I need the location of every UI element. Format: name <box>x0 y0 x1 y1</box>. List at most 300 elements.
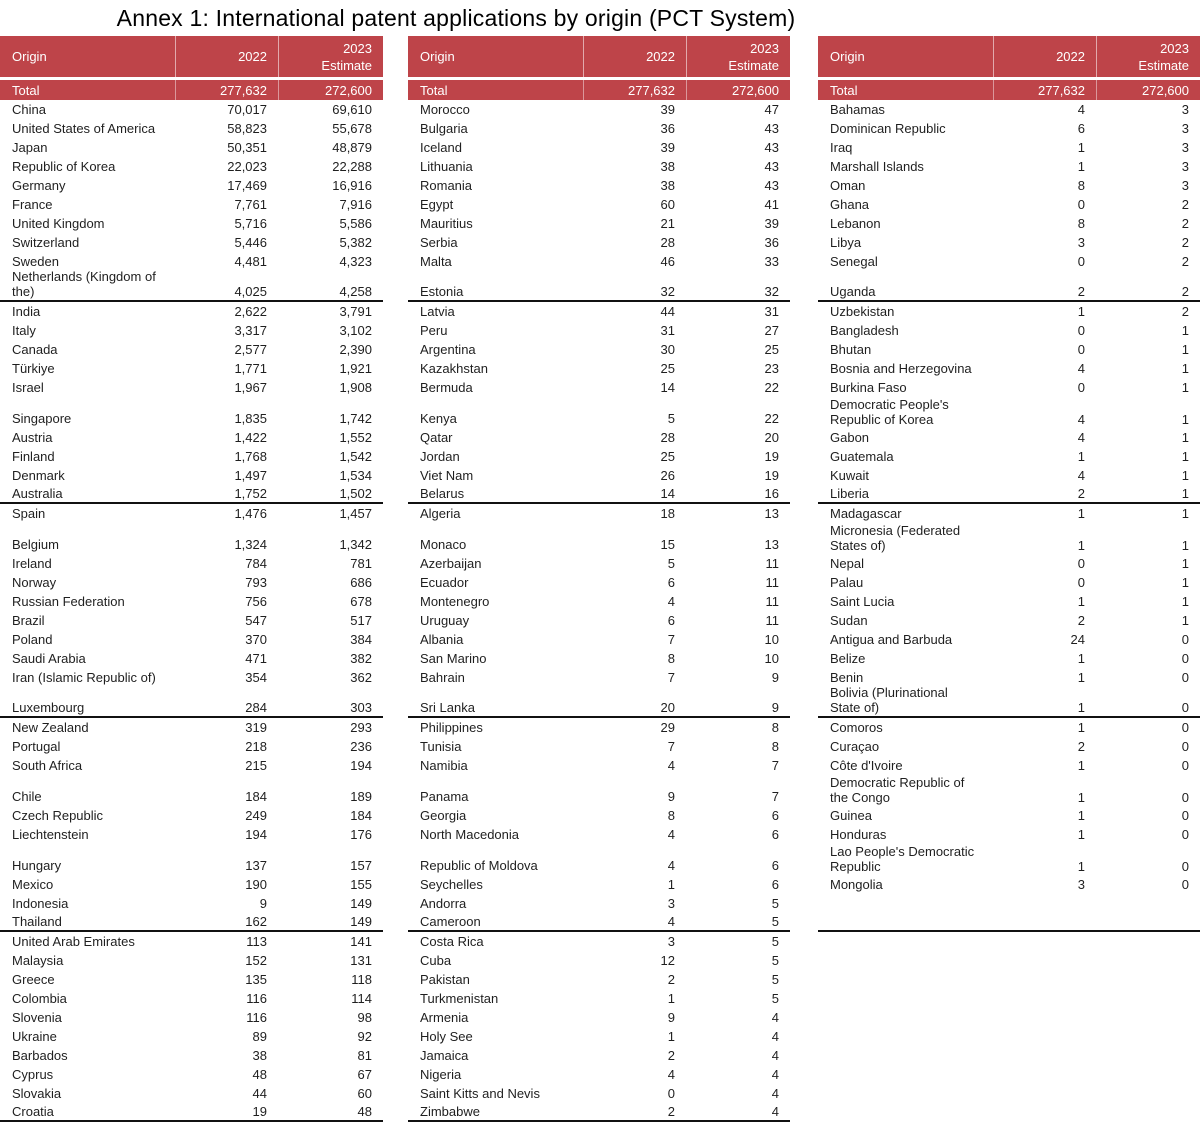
country-row <box>408 573 790 592</box>
value-2022: 1 <box>1077 140 1085 155</box>
value-2022: 31 <box>660 323 675 338</box>
country-row <box>408 504 790 523</box>
country-name: Gabon <box>830 430 870 445</box>
country-row <box>0 756 383 775</box>
country-row <box>818 649 1200 668</box>
country-name: Australia <box>12 486 63 501</box>
value-2023-estimate: 16 <box>764 486 779 501</box>
value-2022: 1,324 <box>234 537 267 552</box>
country-row <box>408 1065 790 1084</box>
country-name: Costa Rica <box>420 934 484 949</box>
value-2023-estimate: 13 <box>764 537 779 552</box>
country-row <box>408 756 790 775</box>
value-2023-estimate: 3 <box>1181 121 1189 136</box>
country-name: Croatia <box>12 1104 54 1119</box>
value-2022: 1 <box>1077 827 1085 842</box>
country-name: Kenya <box>420 411 457 426</box>
value-2023-estimate: 4 <box>771 1029 779 1044</box>
country-name: Sri Lanka <box>420 700 475 715</box>
value-2023-estimate: 1 <box>1181 538 1189 553</box>
country-row <box>408 447 790 466</box>
country-row <box>818 252 1200 271</box>
col-header-2023-line1: 2023 <box>750 40 779 56</box>
total-2022: 277,632 <box>583 80 686 100</box>
country-row <box>408 989 790 1008</box>
value-2022: 1 <box>1077 859 1085 874</box>
country-row <box>408 1046 790 1065</box>
country-row <box>0 668 383 687</box>
country-name: Greece <box>12 972 55 987</box>
value-2022: 18 <box>660 506 675 521</box>
country-row <box>818 397 1200 428</box>
value-2023-estimate: 22 <box>764 411 779 426</box>
country-name: Oman <box>830 178 866 193</box>
country-name: Argentina <box>420 342 476 357</box>
country-row <box>818 283 1200 302</box>
country-row <box>818 485 1200 504</box>
col-header-2022: 2022 <box>583 36 686 77</box>
value-2022: 2 <box>1077 284 1085 299</box>
value-2023-estimate: 1,552 <box>339 430 372 445</box>
table-header <box>818 36 1200 77</box>
value-2023-estimate: 1 <box>1181 486 1189 501</box>
value-2023-estimate: 1 <box>1181 594 1189 609</box>
country-row <box>818 756 1200 775</box>
value-2022: 50,351 <box>227 140 267 155</box>
country-row <box>0 875 383 894</box>
country-row <box>408 913 790 932</box>
value-2023-estimate: 4,258 <box>339 284 372 299</box>
country-row <box>408 195 790 214</box>
value-2023-estimate: 47 <box>764 102 779 117</box>
value-2022: 14 <box>660 486 675 501</box>
country-name: Honduras <box>830 827 887 842</box>
spacer-row <box>818 271 1200 283</box>
value-2023-estimate: 781 <box>350 556 372 571</box>
country-row <box>0 176 383 195</box>
spacer-row <box>818 894 1200 913</box>
country-row <box>408 1027 790 1046</box>
country-row <box>0 340 383 359</box>
total-2022: 277,632 <box>175 80 278 100</box>
value-2022: 0 <box>1077 254 1085 269</box>
spacer-row <box>818 913 1200 932</box>
country-name: Slovakia <box>12 1086 62 1101</box>
country-row <box>818 504 1200 523</box>
country-row <box>0 359 383 378</box>
country-name: Jordan <box>420 449 460 464</box>
value-2023-estimate: 0 <box>1181 827 1189 842</box>
country-row <box>408 252 790 271</box>
value-2022: 4 <box>667 827 675 842</box>
value-2023-estimate: 11 <box>765 575 779 590</box>
total-row <box>0 80 383 100</box>
value-2023-estimate: 43 <box>764 178 779 193</box>
value-2022: 4 <box>667 758 675 773</box>
value-2022: 25 <box>660 361 675 376</box>
country-row <box>408 825 790 844</box>
country-row <box>408 157 790 176</box>
country-row <box>408 718 790 737</box>
country-row <box>0 1046 383 1065</box>
country-name: Thailand <box>12 914 62 929</box>
value-2023-estimate: 0 <box>1181 859 1189 874</box>
value-2023-estimate: 1 <box>1181 506 1189 521</box>
country-row <box>408 875 790 894</box>
value-2022: 215 <box>245 758 267 773</box>
value-2023-estimate: 31 <box>764 304 779 319</box>
country-name: Bangladesh <box>830 323 899 338</box>
value-2022: 58,823 <box>227 121 267 136</box>
value-2023-estimate: 43 <box>764 159 779 174</box>
value-2023-estimate: 362 <box>350 670 372 685</box>
country-row <box>818 611 1200 630</box>
value-2022: 25 <box>660 449 675 464</box>
country-name: Uganda <box>830 284 876 299</box>
value-2022: 39 <box>660 140 675 155</box>
value-2022: 152 <box>245 953 267 968</box>
value-2023-estimate: 3,102 <box>339 323 372 338</box>
value-2023-estimate: 0 <box>1181 877 1189 892</box>
country-name: United Arab Emirates <box>12 934 135 949</box>
value-2023-estimate: 131 <box>350 953 372 968</box>
value-2023-estimate: 1 <box>1181 412 1189 427</box>
value-2023-estimate: 149 <box>350 896 372 911</box>
country-name: Singapore <box>12 411 72 426</box>
country-row <box>408 787 790 806</box>
country-name: United Kingdom <box>12 216 105 231</box>
country-name: Senegal <box>830 254 878 269</box>
value-2023-estimate: 384 <box>350 632 372 647</box>
country-name: Lithuania <box>420 159 473 174</box>
country-row <box>818 100 1200 119</box>
total-row <box>818 80 1200 100</box>
country-name: Saudi Arabia <box>12 651 86 666</box>
country-row <box>408 699 790 718</box>
country-name: Zimbabwe <box>420 1104 480 1119</box>
value-2022: 7 <box>667 739 675 754</box>
value-2022: 4 <box>667 858 675 873</box>
country-name: Russian Federation <box>12 594 125 609</box>
country-name: Egypt <box>420 197 454 212</box>
country-row <box>0 466 383 485</box>
table-header <box>0 36 383 77</box>
country-name: Uzbekistan <box>830 304 895 319</box>
country-name: Chile <box>12 789 42 804</box>
value-2022: 1 <box>667 1029 675 1044</box>
country-name: Cuba <box>420 953 452 968</box>
country-row <box>0 737 383 756</box>
value-2023-estimate: 2 <box>1181 284 1189 299</box>
col-header-2023-line2: Estimate <box>728 57 779 73</box>
country-name: United States of America <box>12 121 156 136</box>
value-2022: 116 <box>246 1010 267 1025</box>
value-2023-estimate: 4 <box>771 1086 779 1101</box>
value-2022: 2 <box>1077 613 1085 628</box>
value-2023-estimate: 6 <box>771 808 779 823</box>
country-name: Iceland <box>420 140 462 155</box>
country-row <box>408 592 790 611</box>
country-row <box>408 119 790 138</box>
value-2022: 1 <box>1077 720 1085 735</box>
value-2022: 8 <box>667 651 675 666</box>
value-2022: 0 <box>667 1086 675 1101</box>
country-row <box>0 573 383 592</box>
value-2022: 32 <box>660 284 675 299</box>
country-name: Kuwait <box>830 468 870 483</box>
table-body <box>408 100 790 1122</box>
value-2022: 7 <box>667 632 675 647</box>
country-row <box>408 283 790 302</box>
value-2023-estimate: 23 <box>764 361 779 376</box>
country-row <box>408 176 790 195</box>
value-2022: 2 <box>667 1048 675 1063</box>
value-2023-estimate: 6 <box>771 858 779 873</box>
country-row <box>818 138 1200 157</box>
value-2023-estimate: 184 <box>350 808 372 823</box>
value-2023-estimate: 189 <box>350 789 372 804</box>
col-header-2023-line1: 2023 <box>343 40 372 56</box>
value-2023-estimate: 11 <box>765 613 779 628</box>
value-2023-estimate: 678 <box>350 594 372 609</box>
value-2022: 784 <box>245 556 267 571</box>
value-2022: 1,752 <box>234 486 267 501</box>
value-2023-estimate: 19 <box>764 468 779 483</box>
spacer-row <box>408 775 790 787</box>
spacer-row <box>408 271 790 283</box>
country-name: Monaco <box>420 537 467 552</box>
value-2022: 21 <box>660 216 675 231</box>
spacer-row <box>0 687 383 699</box>
value-2023-estimate: 236 <box>350 739 372 754</box>
country-name: Portugal <box>12 739 61 754</box>
country-name: Azerbaijan <box>420 556 482 571</box>
country-name: Burkina Faso <box>830 380 907 395</box>
col-header-2023-line2: Estimate <box>321 57 372 73</box>
value-2023-estimate: 0 <box>1181 720 1189 735</box>
country-name: Malta <box>420 254 452 269</box>
country-name: Turkmenistan <box>420 991 499 1006</box>
country-name: Georgia <box>420 808 467 823</box>
country-row <box>818 340 1200 359</box>
country-name: Guatemala <box>830 449 894 464</box>
value-2022: 28 <box>660 235 675 250</box>
country-name: Peru <box>420 323 448 338</box>
country-name: Slovenia <box>12 1010 62 1025</box>
country-row <box>818 687 1200 718</box>
country-name: Bolivia (Plurinational State of) <box>830 685 948 715</box>
spacer-row <box>0 397 383 409</box>
value-2022: 4 <box>1077 468 1085 483</box>
value-2023-estimate: 4 <box>771 1104 779 1119</box>
value-2022: 4 <box>667 594 675 609</box>
value-2023-estimate: 55,678 <box>332 121 372 136</box>
value-2022: 471 <box>245 651 267 666</box>
spacer-row <box>0 844 383 856</box>
value-2023-estimate: 1 <box>1181 575 1189 590</box>
value-2022: 6 <box>667 613 675 628</box>
total-2023-estimate: 272,600 <box>686 80 790 100</box>
value-2023-estimate: 157 <box>350 858 372 873</box>
value-2022: 36 <box>660 121 675 136</box>
country-name: Guinea <box>830 808 872 823</box>
value-2023-estimate: 118 <box>351 972 372 987</box>
value-2023-estimate: 22,288 <box>332 159 372 174</box>
value-2022: 14 <box>660 380 675 395</box>
col-header-origin: Origin <box>420 49 455 64</box>
value-2022: 1 <box>1077 594 1085 609</box>
country-name: Hungary <box>12 858 62 873</box>
country-name: Andorra <box>420 896 467 911</box>
value-2023-estimate: 2 <box>1181 197 1189 212</box>
col-header-2023-line1: 2023 <box>1160 40 1189 56</box>
value-2022: 1,967 <box>234 380 267 395</box>
country-row <box>818 428 1200 447</box>
value-2022: 2 <box>1077 486 1085 501</box>
value-2023-estimate: 19 <box>764 449 779 464</box>
country-name: Belize <box>830 651 866 666</box>
country-row <box>0 378 383 397</box>
country-row <box>818 875 1200 894</box>
country-name: Belarus <box>420 486 465 501</box>
value-2022: 1,768 <box>234 449 267 464</box>
country-name: Spain <box>12 506 46 521</box>
value-2023-estimate: 2 <box>1181 235 1189 250</box>
value-2022: 1,422 <box>234 430 267 445</box>
country-row <box>408 535 790 554</box>
country-name: Libya <box>830 235 862 250</box>
value-2023-estimate: 8 <box>771 739 779 754</box>
value-2023-estimate: 69,610 <box>332 102 372 117</box>
country-name: Luxembourg <box>12 700 85 715</box>
value-2022: 44 <box>252 1086 267 1101</box>
country-name: Malaysia <box>12 953 64 968</box>
value-2022: 1 <box>1077 790 1085 805</box>
country-name: Colombia <box>12 991 67 1006</box>
total-label: Total <box>420 82 448 98</box>
value-2022: 38 <box>660 159 675 174</box>
value-2022: 3 <box>667 896 675 911</box>
country-name: Estonia <box>420 284 464 299</box>
country-row <box>408 378 790 397</box>
country-name: Netherlands (Kingdom of the) <box>12 269 156 299</box>
country-row <box>0 195 383 214</box>
value-2023-estimate: 1 <box>1181 361 1189 376</box>
value-2022: 1 <box>1077 538 1085 553</box>
value-2022: 1 <box>1077 758 1085 773</box>
country-name: Latvia <box>420 304 455 319</box>
value-2023-estimate: 43 <box>764 140 779 155</box>
country-row <box>408 970 790 989</box>
country-row <box>408 233 790 252</box>
country-name: Denmark <box>12 468 65 483</box>
country-name: Bermuda <box>420 380 473 395</box>
value-2023-estimate: 517 <box>350 613 372 628</box>
country-row <box>818 554 1200 573</box>
country-name: Republic of Korea <box>12 159 116 174</box>
country-row <box>818 806 1200 825</box>
value-2022: 4 <box>1077 412 1085 427</box>
country-row <box>408 806 790 825</box>
value-2022: 44 <box>660 304 675 319</box>
value-2022: 0 <box>1077 575 1085 590</box>
value-2022: 162 <box>245 914 267 929</box>
col-header-2022: 2022 <box>993 36 1096 77</box>
country-name: Austria <box>12 430 53 445</box>
country-row <box>408 214 790 233</box>
country-row <box>408 894 790 913</box>
value-2023-estimate: 6 <box>771 827 779 842</box>
value-2023-estimate: 48,879 <box>332 140 372 155</box>
country-name: Namibia <box>420 758 468 773</box>
country-row <box>818 523 1200 554</box>
country-name: Poland <box>12 632 53 647</box>
country-row <box>408 554 790 573</box>
value-2022: 8 <box>1077 216 1085 231</box>
country-row <box>0 157 383 176</box>
country-row <box>818 176 1200 195</box>
country-row <box>0 856 383 875</box>
value-2022: 9 <box>667 789 675 804</box>
value-2022: 19 <box>252 1104 267 1119</box>
value-2023-estimate: 1 <box>1181 613 1189 628</box>
country-name: Türkiye <box>12 361 55 376</box>
country-row <box>818 321 1200 340</box>
value-2023-estimate: 114 <box>351 991 372 1006</box>
country-row <box>0 825 383 844</box>
value-2023-estimate: 1,742 <box>339 411 372 426</box>
country-name: India <box>12 304 41 319</box>
value-2023-estimate: 1,542 <box>339 449 372 464</box>
country-row <box>0 100 383 119</box>
country-row <box>0 214 383 233</box>
value-2023-estimate: 20 <box>764 430 779 445</box>
country-name: Brazil <box>12 613 45 628</box>
value-2023-estimate: 3 <box>1181 178 1189 193</box>
value-2023-estimate: 1 <box>1181 323 1189 338</box>
value-2023-estimate: 11 <box>765 556 779 571</box>
value-2022: 249 <box>245 808 267 823</box>
value-2023-estimate: 3 <box>1181 140 1189 155</box>
value-2022: 5 <box>667 556 675 571</box>
value-2022: 2,622 <box>234 304 267 319</box>
value-2023-estimate: 7 <box>771 758 779 773</box>
value-2023-estimate: 3 <box>1181 102 1189 117</box>
value-2023-estimate: 686 <box>350 575 372 590</box>
table-body <box>0 100 383 1122</box>
country-row <box>818 447 1200 466</box>
value-2023-estimate: 33 <box>764 254 779 269</box>
country-row <box>0 1103 383 1122</box>
value-2023-estimate: 25 <box>764 342 779 357</box>
value-2023-estimate: 10 <box>764 651 779 666</box>
value-2023-estimate: 1,534 <box>339 468 372 483</box>
country-name: France <box>12 197 53 212</box>
country-name: Czech Republic <box>12 808 104 823</box>
country-row <box>408 100 790 119</box>
spacer-row <box>0 775 383 787</box>
country-row <box>408 302 790 321</box>
country-name: Dominican Republic <box>830 121 946 136</box>
value-2022: 1 <box>1077 159 1085 174</box>
value-2022: 2 <box>667 1104 675 1119</box>
value-2023-estimate: 11 <box>765 594 779 609</box>
country-row <box>818 119 1200 138</box>
country-name: Qatar <box>420 430 453 445</box>
value-2023-estimate: 1 <box>1181 342 1189 357</box>
country-name: Côte d'Ivoire <box>830 758 903 773</box>
value-2023-estimate: 382 <box>350 651 372 666</box>
